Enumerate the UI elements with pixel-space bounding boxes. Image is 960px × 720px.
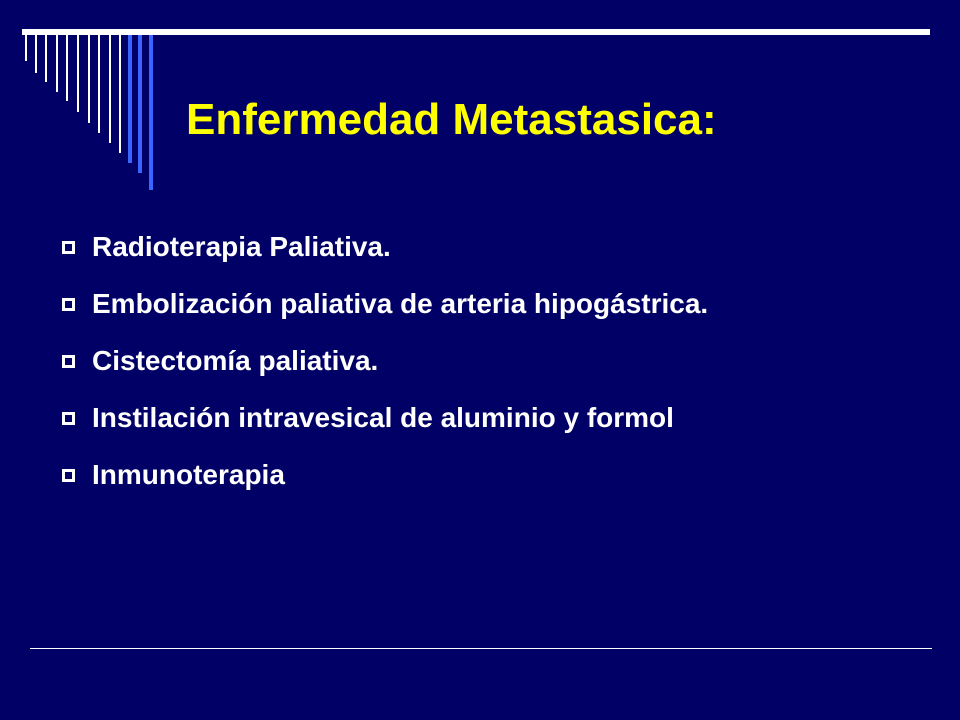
- decorative-bar-accent: [128, 35, 132, 163]
- hollow-square-icon: [62, 412, 75, 425]
- bullet-item: [62, 342, 708, 380]
- decorative-bar: [98, 35, 100, 133]
- decorative-bar: [56, 35, 58, 92]
- bullet-item: [62, 456, 708, 494]
- hollow-square-icon: [62, 241, 75, 254]
- decorative-bar: [77, 35, 79, 112]
- decorative-bar: [45, 35, 47, 82]
- bullet-text: Embolización paliativa de arteria hipogástrica.: [92, 288, 709, 319]
- bullet-text: Instilación intravesical de aluminio y formol: [92, 402, 674, 433]
- bullet-item: [62, 228, 708, 266]
- bullet-text: Inmunoterapia: [92, 459, 285, 490]
- decorative-bar: [88, 35, 90, 123]
- bullet-item: [62, 399, 708, 437]
- decorative-bar-accent: [149, 35, 153, 190]
- bullet-text: Radioterapia Paliativa.: [92, 231, 391, 262]
- top-rule: [22, 29, 930, 35]
- hollow-square-icon: [62, 469, 75, 482]
- slide-title: Enfermedad Metastasica:: [186, 95, 717, 144]
- bullet-item: [62, 285, 708, 323]
- decorative-bar: [35, 35, 37, 73]
- hollow-square-icon: [62, 298, 75, 311]
- bullet-text: Cistectomía paliativa.: [92, 345, 379, 376]
- decorative-bar: [66, 35, 68, 101]
- hollow-square-icon: [62, 355, 75, 368]
- decorative-bar: [109, 35, 111, 143]
- decorative-bar: [25, 35, 27, 61]
- bullet-list: [62, 228, 708, 513]
- bottom-rule: [30, 648, 932, 649]
- decorative-bar: [119, 35, 121, 153]
- decorative-bar-accent: [138, 35, 142, 173]
